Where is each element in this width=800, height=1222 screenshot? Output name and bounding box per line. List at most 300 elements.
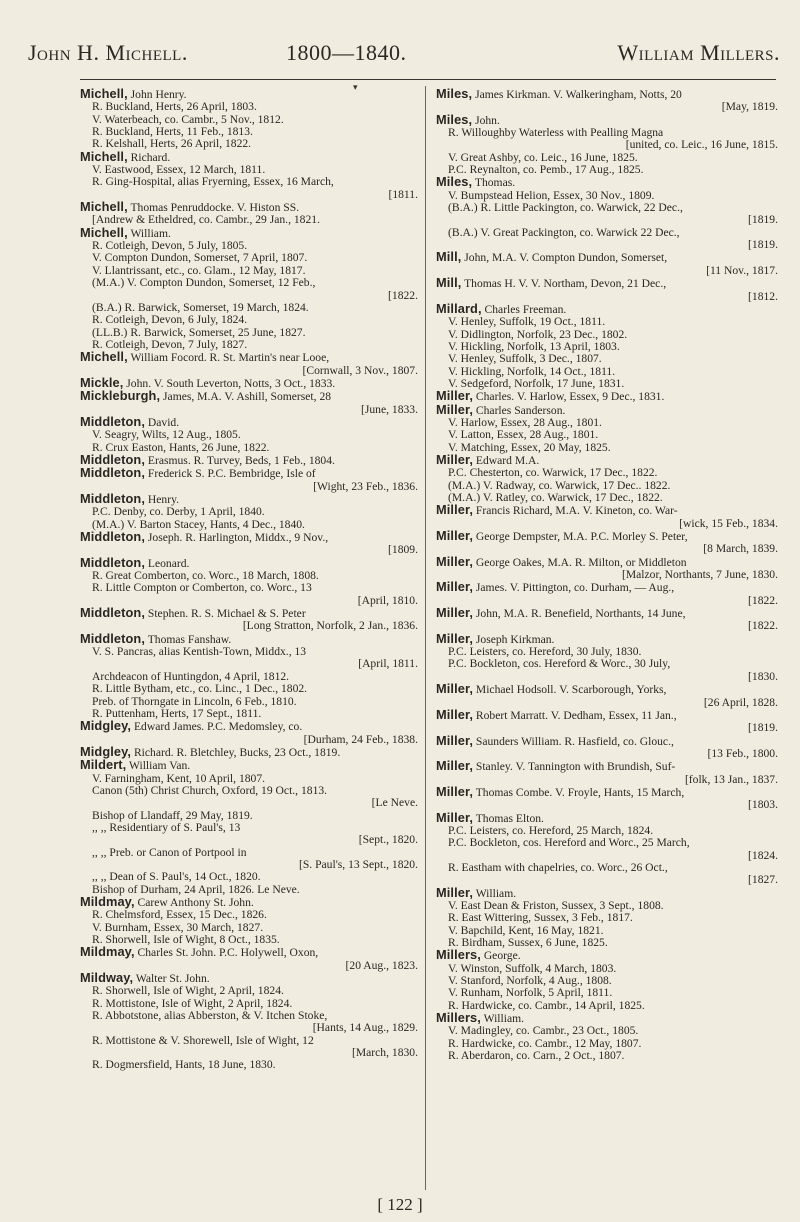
entry-text: [1822. (388, 288, 418, 302)
entry-text: (B.A.) R. Little Packington, co. Warwick, 22 Dec., (448, 201, 683, 215)
entry (80, 946, 418, 972)
entry-line (80, 554, 418, 570)
entry-surname: Mildmay, (80, 944, 135, 960)
entry-line (436, 595, 778, 607)
entry-text: [Sept., 1820. (358, 833, 418, 847)
entry-text: [1819. (748, 238, 778, 252)
entry-text: V. Bumpstead Helion, Essex, 30 Nov., 1809. (448, 188, 655, 202)
entry-text: V. Harlow, Essex, 28 Aug., 1801. (448, 415, 602, 429)
entry-line (436, 748, 778, 760)
entry-surname: Miller, (436, 502, 473, 518)
entry (80, 630, 418, 720)
entry-text: Bishop of Llandaff, 29 May, 1819. (92, 808, 253, 822)
entry-text: R. Hardwicke, co. Cambr., 12 May, 1807. (448, 1036, 642, 1050)
entry-surname: Miller, (436, 451, 473, 467)
entry (436, 783, 778, 812)
rule-ornament: ▾ (353, 82, 358, 92)
entry-surname: Millers, (436, 1010, 481, 1026)
entry-text: Archdeacon of Huntingdon, 4 April, 1812. (92, 669, 290, 683)
entry-line (436, 202, 778, 214)
entry-line (80, 148, 418, 164)
entry-surname: Millard, (436, 300, 482, 316)
entry-line (80, 138, 418, 150)
entry-text: V. Burnham, Essex, 30 March, 1827. (92, 920, 264, 934)
entry-surname: Miller, (436, 579, 473, 595)
entry-text: R. Hardwicke, co. Cambr., 14 April, 1825. (448, 998, 645, 1012)
entry-text: Frederick S. P.C. Bembridge, Isle of (147, 467, 316, 481)
entry (436, 1012, 778, 1062)
entry-text: John Henry. (130, 88, 187, 101)
entry-surname: Midgley, (80, 743, 132, 759)
entry-surname: Miles, (436, 86, 473, 101)
entry-surname: Miller, (436, 605, 473, 621)
entry-line (436, 176, 778, 189)
entry-line (436, 760, 778, 773)
entry-text: Thomas Combe. V. Froyle, Hants, 15 March, (475, 785, 685, 799)
entry-line (436, 101, 778, 113)
entry-text: Thomas Penruddocke. V. Histon SS. (130, 201, 300, 215)
entry-text: P.C. Leisters, co. Hereford, 25 March, 1824. (448, 823, 654, 837)
entry-line (436, 799, 778, 811)
entry-text: [1819. (748, 213, 778, 227)
entry-text: (M.A.) V. Compton Dundon, Somerset, 12 Feb., (92, 276, 316, 290)
entry-text: George. (483, 949, 521, 963)
entry-text: George Dempster, M.A. P.C. Morley S. Peter, (475, 530, 688, 544)
entry-line (436, 518, 778, 530)
entry-text: Thomas H. V. V. Northam, Devon, 21 Dec., (464, 277, 667, 291)
entry-surname: Miller, (436, 401, 473, 417)
entry-line (436, 1050, 778, 1062)
entry (80, 390, 418, 416)
entry-text: R. Crux Easton, Hants, 26 June, 1822. (92, 440, 270, 454)
entry-line (436, 300, 778, 316)
entry (436, 630, 778, 683)
entry-text: [13 Feb., 1800. (707, 746, 778, 760)
entry-text: V. Winston, Suffolk, 4 March, 1803. (448, 961, 617, 975)
entry-text: R. Dogmersfield, Hants, 18 June, 1830. (92, 1058, 276, 1072)
entry-line (436, 88, 778, 101)
entry-text: [May, 1819. (721, 100, 778, 114)
entry-text: Charles Sanderson. (475, 403, 566, 417)
entry (436, 607, 778, 633)
entry-line (436, 291, 778, 303)
entry-line (436, 111, 778, 127)
entry-surname: Miller, (436, 553, 473, 569)
entry-line (80, 946, 418, 959)
entry-text: [1827. (748, 873, 778, 887)
entry-text: William Van. (129, 759, 191, 773)
entry-text: R. Buckland, Herts, 26 April, 1803. (92, 100, 257, 114)
entry-text: Charles. V. Harlow, Essex, 9 Dec., 1831. (475, 390, 665, 404)
entry (80, 607, 418, 633)
entry-line (436, 1012, 778, 1025)
entry-line (436, 504, 778, 517)
entry-text: [1819. (748, 721, 778, 735)
entry (436, 884, 778, 950)
entry (436, 451, 778, 504)
entry-line (436, 451, 778, 467)
entry (436, 949, 778, 1012)
entry-text: [Hants, 14 Aug., 1829. (312, 1021, 418, 1035)
entry-surname: Middleton, (80, 605, 145, 621)
entry-text: R. Shorwell, Isle of Wight, 2 April, 1824. (92, 984, 284, 998)
entry-line (436, 837, 778, 849)
entry-surname: Miller, (436, 630, 473, 646)
entry (80, 720, 418, 746)
entry-text: V. Llantrissant, etc., co. Glam., 12 May, 1817. (92, 263, 306, 277)
entry-line (80, 467, 418, 480)
entry-line (436, 239, 778, 251)
entry-text: R. Little Compton or Comberton, co. Worc., 13 (92, 581, 312, 595)
entry-text: V. Sedgeford, Norfolk, 17 June, 1831. (448, 376, 625, 390)
entry-surname: Middleton, (80, 491, 145, 506)
entry-text: [1824. (748, 848, 778, 862)
entry-text: V. Matching, Essex, 20 May, 1825. (448, 440, 611, 454)
entry-text: R. Cotleigh, Devon, 7 July, 1827. (92, 337, 248, 351)
entry (80, 759, 418, 896)
entry-line (436, 442, 778, 454)
entry-text: P.C. Bockleton, cos. Hereford & Worc., 30 July, (448, 657, 671, 671)
entry-text: R. Puttenham, Herts, 17 Sept., 1811. (92, 706, 262, 720)
entry-text: John, M.A. V. Compton Dundon, Somerset, (464, 251, 668, 265)
entry-surname: Michell, (80, 224, 128, 240)
entry-text: [1809. (388, 543, 418, 557)
entry-text: Henry. (147, 493, 180, 506)
entry-text: V. Eastwood, Essex, 12 March, 1811. (92, 163, 266, 177)
entry-text: V. East Dean & Friston, Sussex, 3 Sept., 1808. (448, 899, 664, 912)
entry-text: William. (475, 886, 517, 900)
entry-surname: Miller, (436, 681, 473, 697)
header-left: John H. Michell. (28, 40, 188, 65)
entry-text: [1812. (748, 289, 778, 303)
entry-text: Edward M.A. (475, 453, 540, 467)
entry-line (80, 896, 418, 909)
entry (436, 732, 778, 761)
entry-text: [united, co. Leic., 16 June, 1815. (625, 138, 778, 152)
entry (436, 111, 778, 177)
entry (80, 88, 418, 151)
entry-text: R. Aberdaron, co. Carn., 2 Oct., 1807. (448, 1049, 625, 1063)
header-right: William Millers. (617, 40, 780, 65)
entry-text: Erasmus. R. Turvey, Beds, 1 Feb., 1804. (147, 453, 335, 467)
entry-text: [8 March, 1839. (703, 542, 778, 556)
entry-text: R. Cotleigh, Devon, 6 July, 1824. (92, 313, 248, 327)
entry-text: [20 Aug., 1823. (345, 958, 418, 972)
entry-text: Thomas Elton. (475, 811, 544, 825)
entry (80, 201, 418, 227)
entry-line (436, 884, 778, 900)
entry-text: Preb. of Thorngate in Lincoln, 6 Feb., 1810. (92, 694, 297, 708)
entry (80, 896, 418, 946)
entry-line (436, 732, 778, 748)
entry-text: [Long Stratton, Norfolk, 2 Jan., 1836. (242, 619, 418, 633)
entry-surname: Middleton, (80, 630, 145, 646)
entry-line (436, 774, 778, 786)
entry-line (436, 607, 778, 620)
entry-surname: Miller, (436, 884, 473, 900)
entry-text: Joseph. R. Harlington, Middx., 9 Nov., (147, 531, 329, 545)
entry-text: [April, 1811. (358, 657, 418, 671)
entry-line (436, 697, 778, 709)
entry-text: James. V. Pittington, co. Durham, — Aug., (475, 581, 675, 595)
entry-surname: Midgley, (80, 718, 132, 734)
entry-line (80, 224, 418, 240)
entry-text: Robert Marratt. V. Dedham, Essex, 11 Jan., (475, 708, 677, 722)
entry (80, 554, 418, 607)
entry-text: R. Mottistone & V. Shorewell, Isle of Wight, 12 (92, 1033, 314, 1047)
entry-text: William Focord. R. St. Martin's near Looe, (130, 351, 330, 365)
entry-text: [Cornwall, 3 Nov., 1807. (302, 363, 418, 377)
entry-line (80, 720, 418, 733)
entry-line (80, 531, 418, 544)
entry-line (436, 553, 778, 569)
entry-text: (B.A.) R. Barwick, Somerset, 19 March, 1824. (92, 300, 309, 314)
running-header (28, 40, 780, 70)
entry-text: V. Runham, Norfolk, 5 April, 1811. (448, 986, 613, 1000)
entry-line (436, 390, 778, 403)
entry-surname: Michell, (80, 349, 128, 365)
entry-text: Francis Richard, M.A. V. Kineton, co. War- (475, 504, 678, 518)
column-right (436, 88, 778, 1062)
entry-text: (B.A.) V. Great Packington, co. Warwick 22 Dec., (448, 225, 680, 239)
entry-text: R. Abbotstone, alias Abberston, & V. Itchen Stoke, (92, 1009, 328, 1023)
entry-surname: Mildmay, (80, 894, 135, 909)
entry (80, 148, 418, 201)
entry (436, 401, 778, 454)
entry-text: Saunders William. R. Hasfield, co. Glouc., (475, 734, 674, 748)
entry-text: R. Kelshall, Herts, 26 April, 1822. (92, 137, 252, 151)
entry-line (436, 543, 778, 555)
entry-text: P.C. Reynalton, co. Pemb., 17 Aug., 1825. (448, 163, 644, 177)
entry-line (80, 1059, 418, 1071)
entry-line (80, 201, 418, 214)
entry-surname: Miles, (436, 111, 473, 127)
entry (436, 683, 778, 709)
entry-line (80, 743, 418, 759)
entry-text: R. Eastham with chapelries, co. Worc., 26 Oct., (448, 860, 668, 874)
entry-text: Michael Hodsoll. V. Scarborough, Yorks, (475, 683, 667, 697)
entry-surname: Millers, (436, 947, 481, 963)
page-number: [ 122 ] (377, 1195, 423, 1214)
entry-text: R. Mottistone, Isle of Wight, 2 April, 1824. (92, 996, 293, 1010)
entry-text: P.C. Bockleton, cos. Hereford and Worc., 25 March, (448, 836, 690, 850)
entry-surname: Michell, (80, 199, 128, 215)
entry-text: [1822. (748, 593, 778, 607)
entry-text: V. Hickling, Norfolk, 14 Oct., 1811. (448, 364, 616, 378)
entry-text: John. V. South Leverton, Notts, 3 Oct., 1833. (126, 376, 336, 390)
entry (436, 390, 778, 403)
entry-line (436, 620, 778, 632)
entry-text: V. Bapchild, Kent, 16 May, 1821. (448, 923, 604, 937)
entry-text: [1830. (748, 669, 778, 683)
entry-text: (M.A.) V. Barton Stacey, Hants, 4 Dec., 1840. (92, 517, 305, 531)
entry-line (436, 706, 778, 722)
entry-surname: Miller, (436, 732, 473, 748)
entry-surname: Miller, (436, 706, 473, 722)
entry-text: Charles Freeman. (484, 302, 567, 316)
entry (80, 467, 418, 493)
entry-surname: Middleton, (80, 529, 145, 545)
entry-text: R. Shorwell, Isle of Wight, 8 Oct., 1835. (92, 933, 280, 947)
entry (436, 581, 778, 607)
entry-line (436, 265, 778, 277)
entry-text: [Le Neve. (371, 796, 418, 810)
entry-line (436, 378, 778, 390)
entry-text: P.C. Leisters, co. Hereford, 30 July, 1830. (448, 645, 642, 659)
entry-text: P.C. Chesterton, co. Warwick, 17 Dec., 1822. (448, 466, 658, 480)
entry-line (436, 683, 778, 696)
entry (80, 493, 418, 531)
entry-text: ,, ,, Preb. or Canon of Portpool in (92, 845, 247, 859)
entry-text: ,, ,, Dean of S. Paul's, 14 Oct., 1820. (92, 870, 261, 884)
entry-surname: Middleton, (80, 451, 145, 467)
entry-line (80, 176, 418, 188)
header-center: 1800—1840. (286, 40, 407, 65)
entry-line (436, 671, 778, 683)
entry-line (80, 277, 418, 289)
entry-line (436, 809, 778, 825)
entry-text: R. Birdham, Sussex, 6 June, 1825. (448, 936, 608, 950)
entry-text: William. (483, 1012, 525, 1026)
entry (436, 300, 778, 390)
entry-text: R. Willoughby Waterless with Pealling Magna (448, 126, 664, 140)
entry-text: V. Seagry, Wilts, 12 Aug., 1805. (92, 428, 241, 442)
entry-text: (M.A.) V. Radway, co. Warwick, 17 Dec.. 1822. (448, 478, 671, 492)
entry-surname: Mill, (436, 275, 462, 291)
entry-line (436, 658, 778, 670)
entry-text: R. Great Comberton, co. Worc., 18 March, 1808. (92, 569, 319, 583)
entry-text: R. Chelmsford, Essex, 15 Dec., 1826. (92, 908, 267, 922)
entry-text: George Oakes, M.A. R. Milton, or Middleton (475, 555, 687, 569)
entry-line (80, 214, 418, 226)
entry-line (436, 949, 778, 962)
entry-text: V. Waterbeach, co. Cambr., 5 Nov., 1812. (92, 112, 284, 126)
entry (436, 251, 778, 277)
entry-surname: Miller, (436, 528, 473, 544)
entry-text: [S. Paul's, 13 Sept., 1820. (298, 857, 418, 871)
entry-surname: Miller, (436, 783, 473, 799)
entry-surname: Middleton, (80, 413, 145, 429)
entry-text: V. Compton Dundon, Somerset, 7 April, 1807. (92, 251, 308, 265)
entry-text: Walter St. John. (135, 972, 210, 986)
entry-text: V. Hickling, Norfolk, 13 April, 1803. (448, 339, 620, 353)
entry (436, 760, 778, 786)
entry-text: Bishop of Durham, 24 April, 1826. Le Neve. (92, 882, 300, 896)
entry-line (436, 722, 778, 734)
entry-text: Carew Anthony St. John. (137, 896, 254, 909)
entry-surname: Middleton, (80, 465, 145, 481)
entry-text: [Wight, 23 Feb., 1836. (313, 479, 418, 493)
entry-text: John, M.A. R. Benefield, Northants, 14 June, (475, 607, 686, 621)
entry-text: [1803. (748, 798, 778, 812)
entry-text: R. Ging-Hospital, alias Fryerning, Essex, 16 March, (92, 175, 334, 189)
entry-text: Richard. (130, 150, 171, 164)
entry-surname: Mickleburgh, (80, 388, 161, 404)
column-left (80, 88, 418, 1072)
entry (436, 88, 778, 114)
entry-surname: Mildert, (80, 757, 127, 773)
entry (80, 224, 418, 351)
entry-text: R. Buckland, Herts, 11 Feb., 1813. (92, 125, 253, 139)
entry (80, 351, 418, 377)
entry-line (80, 390, 418, 403)
entry (80, 743, 418, 759)
entry-line (436, 1000, 778, 1012)
entry-line (436, 164, 778, 176)
entry-text: Thomas Fanshaw. (147, 632, 232, 646)
entry-surname: Miles, (436, 174, 473, 190)
entry-surname: Michell, (80, 86, 128, 101)
entry-line (80, 365, 418, 377)
entry-text: James Kirkman. V. Walkeringham, Notts, 20 (475, 88, 682, 101)
entry-text: [Durham, 24 Feb., 1838. (303, 732, 418, 746)
entry (80, 531, 418, 557)
entry (436, 277, 778, 303)
entry-line (436, 569, 778, 581)
entry-line (80, 607, 418, 620)
entry (436, 706, 778, 735)
entry-surname: Middleton, (80, 554, 145, 570)
entry-text: R. East Wittering, Sussex, 3 Feb., 1817. (448, 911, 633, 925)
entry-text: Leonard. (147, 556, 190, 570)
entry-surname: Mildway, (80, 970, 134, 986)
entry-line (80, 759, 418, 772)
entry-line (436, 251, 778, 264)
entry-text: V. Henley, Suffolk, 19 Oct., 1811. (448, 315, 606, 329)
entry (80, 413, 418, 454)
entry-text: V. Great Ashby, co. Leic., 16 June, 1825. (448, 150, 638, 164)
entry-line (436, 581, 778, 594)
entry-line (80, 972, 418, 985)
entry-surname: Miller, (436, 758, 473, 774)
entry-text: Thomas. (474, 176, 516, 190)
entry-text: V. Didlington, Norfolk, 23 Dec., 1802. (448, 327, 628, 341)
header-rule (80, 79, 776, 80)
entry-text: P.C. Denby, co. Derby, 1 April, 1840. (92, 505, 265, 519)
entry-line (436, 874, 778, 886)
entry-text: Richard. R. Bletchley, Bucks, 23 Oct., 1819. (133, 745, 341, 759)
entry-line (80, 189, 418, 201)
entry-text: (LL.B.) R. Barwick, Somerset, 25 June, 1827. (92, 325, 306, 339)
entry-text: [26 April, 1828. (703, 695, 778, 709)
entry-text: Edward James. P.C. Medomsley, co. (133, 720, 303, 734)
entry-text: [folk, 13 Jan., 1837. (684, 772, 778, 786)
entry-text: (M.A.) V. Ratley, co. Warwick, 17 Dec., 1822. (448, 491, 663, 504)
entry-text: [1822. (748, 619, 778, 633)
entry (436, 504, 778, 530)
entry-text: David. (147, 415, 180, 429)
entry-line (436, 630, 778, 646)
entry-line (436, 783, 778, 799)
entry-text: [1811. (388, 187, 418, 201)
entry-text: [Malzor, Northants, 7 June, 1830. (621, 568, 778, 582)
entry-line (436, 937, 778, 949)
entry-text: V. Latton, Essex, 28 Aug., 1801. (448, 428, 599, 442)
entry-text: Joseph Kirkman. (475, 632, 555, 646)
entry-line (80, 493, 418, 506)
entry-text: Charles St. John. P.C. Holywell, Oxon, (137, 946, 319, 960)
entry-text: [March, 1830. (351, 1046, 418, 1060)
entry-line (80, 630, 418, 646)
entry-surname: Miller, (436, 388, 473, 404)
entry-text: V. Henley, Suffolk, 3 Dec., 1807. (448, 352, 602, 366)
entry-line (436, 227, 778, 239)
entry-text: [wick, 15 Feb., 1834. (679, 516, 778, 530)
entry-text: William. (130, 226, 171, 240)
entry-text: V. Farningham, Kent, 10 April, 1807. (92, 771, 266, 785)
entry-text: V. Madingley, co. Cambr., 23 Oct., 1805. (448, 1024, 639, 1038)
entry (436, 809, 778, 887)
